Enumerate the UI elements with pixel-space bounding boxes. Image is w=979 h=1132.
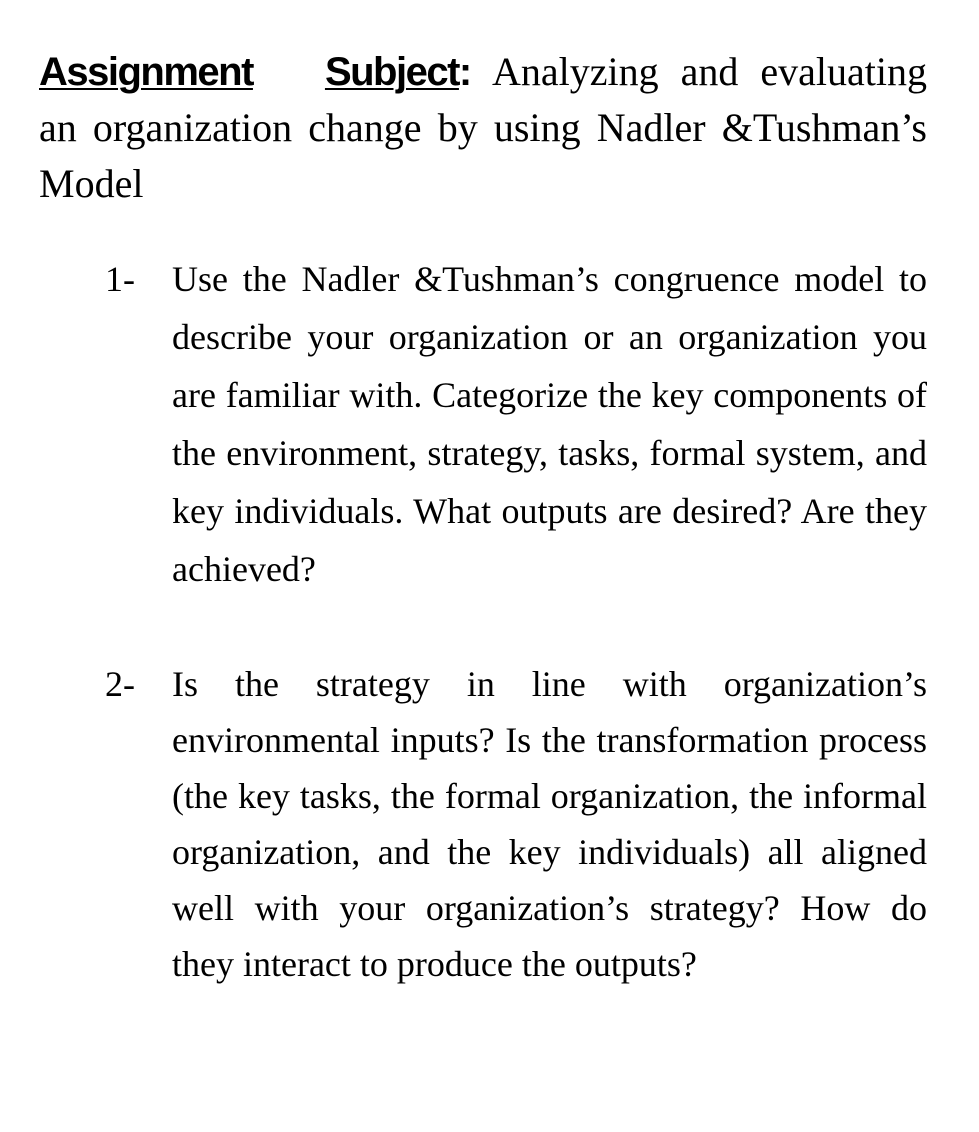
- question-text-1: Use the Nadler &Tushman’s congruence model to describe your organization or an organization you are familiar with. Categorize the key components of the environment, strategy, tasks, formal system, and key individuals. What outputs are desired? Are they achieved?: [172, 259, 927, 589]
- assignment-title: [39, 44, 927, 212]
- question-list: [39, 250, 927, 992]
- title-label-subject: Subject: [324, 50, 459, 94]
- question-number-2: 2-: [105, 664, 135, 704]
- question-text-2: Is the strategy in line with organization’s environmental inputs? Is the transformation process (the key tasks, the formal organization, the informal organization, and the key individuals) all aligned well with your organization’s strategy? How do they interact to produce the outputs?: [172, 664, 927, 984]
- question-number-1: 1-: [105, 259, 135, 299]
- question-item-2: [39, 656, 927, 992]
- document-page: [39, 44, 927, 992]
- title-text: Analyzing and evaluating an organization change by using Nadler &Tushman’s Model: [39, 49, 927, 206]
- title-label-assignment: Assignment: [39, 50, 253, 94]
- question-item-1: [39, 250, 927, 598]
- title-colon: :: [458, 50, 473, 94]
